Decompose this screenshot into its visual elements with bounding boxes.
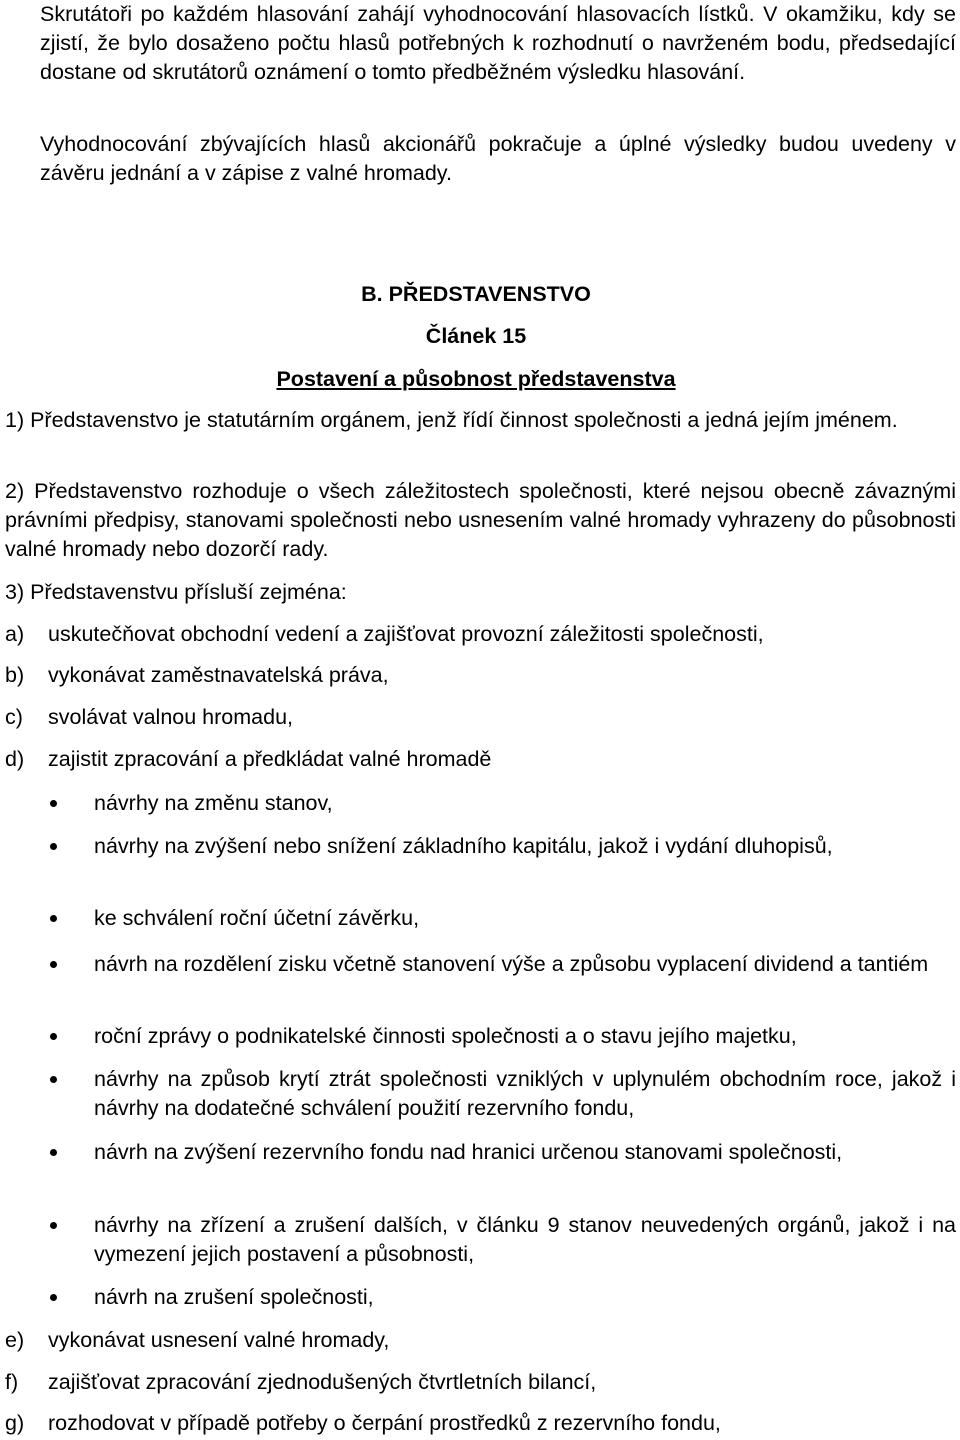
bullet-text: návrhy na změnu stanov, bbox=[94, 791, 333, 815]
letter-text: zajistit zpracování a předkládat valné hromadě bbox=[48, 747, 492, 771]
numbered-item-3: 3) Představenstvu přísluší zejména: bbox=[5, 580, 347, 604]
bullet-icon bbox=[50, 1076, 57, 1083]
bullet-icon bbox=[50, 1149, 57, 1156]
letter-text: vykonávat usnesení valné hromady, bbox=[48, 1328, 390, 1352]
bullet-icon bbox=[50, 843, 57, 850]
bullet-icon bbox=[50, 1222, 57, 1229]
numbered-item-1: 1) Představenstvo je statutárním orgánem, jenž řídí činnost společnosti a jedná jejím jménem. bbox=[5, 408, 898, 432]
letter-label: f) bbox=[5, 1370, 19, 1394]
letter-label: b) bbox=[5, 663, 25, 687]
letter-label: c) bbox=[5, 705, 23, 729]
bullet-text: návrhy na zřízení a zrušení dalších, v článku 9 stanov neuvedených orgánů, jakož i na vymezení jejich postavení a působnosti, bbox=[94, 1213, 956, 1266]
bullet-icon bbox=[50, 961, 57, 968]
letter-text: vykonávat zaměstnavatelská práva, bbox=[48, 663, 389, 687]
bullet-text: návrh na zvýšení rezervního fondu nad hranici určenou stanovami společnosti, bbox=[94, 1140, 843, 1164]
bullet-text: návrhy na způsob krytí ztrát společnosti vzniklých v uplynulém obchodním roce, jakož i návrhy na dodatečné schválení použití rezervního fondu, bbox=[94, 1067, 956, 1120]
letter-label: d) bbox=[5, 747, 25, 771]
section-title: B. PŘEDSTAVENSTVO bbox=[361, 282, 591, 306]
bullet-icon bbox=[50, 915, 57, 922]
numbered-item-2: 2) Představenstvo rozhoduje o všech záležitostech společnosti, které nejsou obecně závaznými právními předpisy, stanovami společnosti nebo usnesením valné hromady vyhrazeny do působnosti valné hromady nebo dozorčí rady. bbox=[5, 479, 956, 561]
letter-label: e) bbox=[5, 1328, 25, 1352]
intro-paragraph-1: Skrutátoři po každém hlasování zahájí vyhodnocování hlasovacích lístků. V okamžiku, kdy se zjistí, že bylo dosaženo počtu hlasů potřebných k rozhodnutí o navrženém bodu, předsedající dostane od skrutátorů oznámení o tomto předběžném výsledku hlasování. bbox=[40, 2, 956, 84]
bullet-text: návrh na rozdělení zisku včetně stanovení výše a způsobu vyplacení dividend a tantiém bbox=[94, 952, 929, 976]
bullet-text: ke schválení roční účetní závěrku, bbox=[94, 906, 420, 930]
bullet-icon bbox=[50, 800, 57, 807]
letter-label: a) bbox=[5, 622, 25, 646]
bullet-text: návrh na zrušení společnosti, bbox=[94, 1285, 374, 1309]
bullet-text: návrhy na zvýšení nebo snížení základního kapitálu, jakož i vydání dluhopisů, bbox=[94, 834, 833, 858]
intro-paragraph-2: Vyhodnocování zbývajících hlasů akcionářů pokračuje a úplné výsledky budou uvedeny v závěru jednání a v zápise z valné hromady. bbox=[40, 132, 956, 185]
letter-text: rozhodovat v případě potřeby o čerpání prostředků z rezervního fondu, bbox=[48, 1411, 721, 1435]
letter-text: zajišťovat zpracování zjednodušených čtvrtletních bilancí, bbox=[48, 1370, 597, 1394]
letter-text: uskutečňovat obchodní vedení a zajišťovat provozní záležitosti společnosti, bbox=[48, 622, 764, 646]
bullet-icon bbox=[50, 1033, 57, 1040]
article-subtitle: Postavení a působnost představenstva bbox=[276, 367, 676, 391]
letter-label: g) bbox=[5, 1411, 25, 1435]
article-number: Článek 15 bbox=[425, 324, 527, 348]
bullet-icon bbox=[50, 1294, 57, 1301]
letter-text: svolávat valnou hromadu, bbox=[48, 705, 294, 729]
bullet-text: roční zprávy o podnikatelské činnosti společnosti a o stavu jejího majetku, bbox=[94, 1024, 797, 1048]
